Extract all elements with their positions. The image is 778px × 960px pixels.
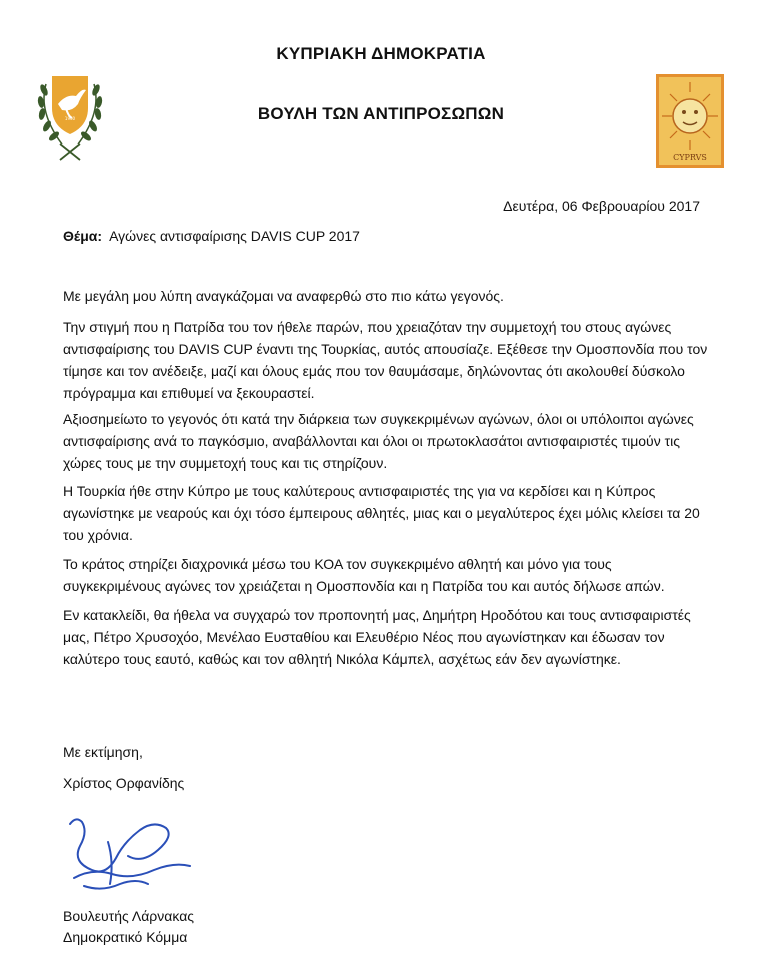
body-paragraph: Το κράτος στηρίζει διαχρονικά μέσω του ΚΟΑ τον συγκεκριμένο αθλητή και μόνο για τους συγκεκριμένους αγώνες τον χρειάζεται η Ομοσπονδία και η Πατρίδα του και αυτός δήλωσε απών. (63, 556, 665, 594)
closing-salutation: Με εκτίμηση, (63, 744, 143, 760)
body-paragraph: Την στιγμή που η Πατρίδα του τον ήθελε παρών, που χρειαζόταν την συμμετοχή του στους αγώνες αντισφαίρισης του DAVIS CUP έναντι της Τουρκίας, αυτός απουσίαζε. Εξέθεσε την Ομοσπονδία που τον τίμησε και τον ανέδειξε, μαζί και όλους εμάς που τον θαυμάσαμε, δηλώνοντας ότι ακολουθεί δύσκολο πρόγραμμα και επιθυμεί να ξεκουραστεί. (63, 319, 708, 401)
svg-text:1960: 1960 (64, 116, 76, 121)
handwritten-signature (62, 812, 202, 896)
subject-text: Αγώνες αντισφαίρισης DAVIS CUP 2017 (109, 228, 360, 244)
logo-caption: CYPRVS (673, 153, 707, 162)
sun-mosaic-logo (656, 74, 724, 168)
letter-date: Δευτέρα, 06 Φεβρουαρίου 2017 (503, 198, 700, 214)
body-paragraph: Εν κατακλείδι, θα ήθελα να συγχαρώ τον προπονητή μας, Δημήτρη Ηροδότου και τους αντισφαιριστές μας, Πέτρο Χρυσοχόο, Μενέλαο Ευσταθίου και Ελευθέριο Νέος που αγωνίστηκαν και έδωσαν τον καλύτερο τους εαυτό, καθώς και τον αθλητή Νικόλα Κάμπελ, ασχέτως εάν δεν αγωνίστηκε. (63, 607, 691, 667)
body-paragraph: Με μεγάλη μου λύπη αναγκάζομαι να αναφερθώ στο πιο κάτω γεγονός. (63, 288, 504, 304)
body-paragraph: Αξιοσημείωτο το γεγονός ότι κατά την διάρκεια των συγκεκριμένων αγώνων, όλοι οι υπόλοιποι αγώνες αντισφαίρισης ανά το παγκόσμιο, αναβάλλονται και όλοι οι πρωτοκλασάτοι αντισφαιριστές τιμούν τις χώρες τους με την συμμετοχή τους και τις στηρίζουν. (63, 411, 694, 471)
subject-line (63, 228, 360, 244)
body-paragraph: Η Τουρκία ήθε στην Κύπρο με τους καλύτερους αντισφαιριστές της για να κερδίσει και η Κύπρος αγωνίστηκε με νεαρούς και όχι τόσο έμπειρους αθλητές, μιας και ο μεγαλύτερος έχει μόλις κλείσει τα 20 του χρόνια. (63, 483, 700, 543)
coat-of-arms-emblem (36, 68, 104, 168)
institution-title: ΒΟΥΛΗ ΤΩΝ ΑΝΤΙΠΡΟΣΩΠΩΝ (257, 104, 505, 123)
country-title: ΚΥΠΡΙΑΚΗ ΔΗΜΟΚΡΑΤΙΑ (276, 44, 486, 63)
subject-label: Θέμα: (63, 228, 103, 244)
signer-party: Δημοκρατικό Κόμμα (63, 929, 188, 945)
signer-name: Χρίστος Ορφανίδης (63, 775, 185, 791)
signer-title: Βουλευτής Λάρνακας (63, 908, 195, 924)
